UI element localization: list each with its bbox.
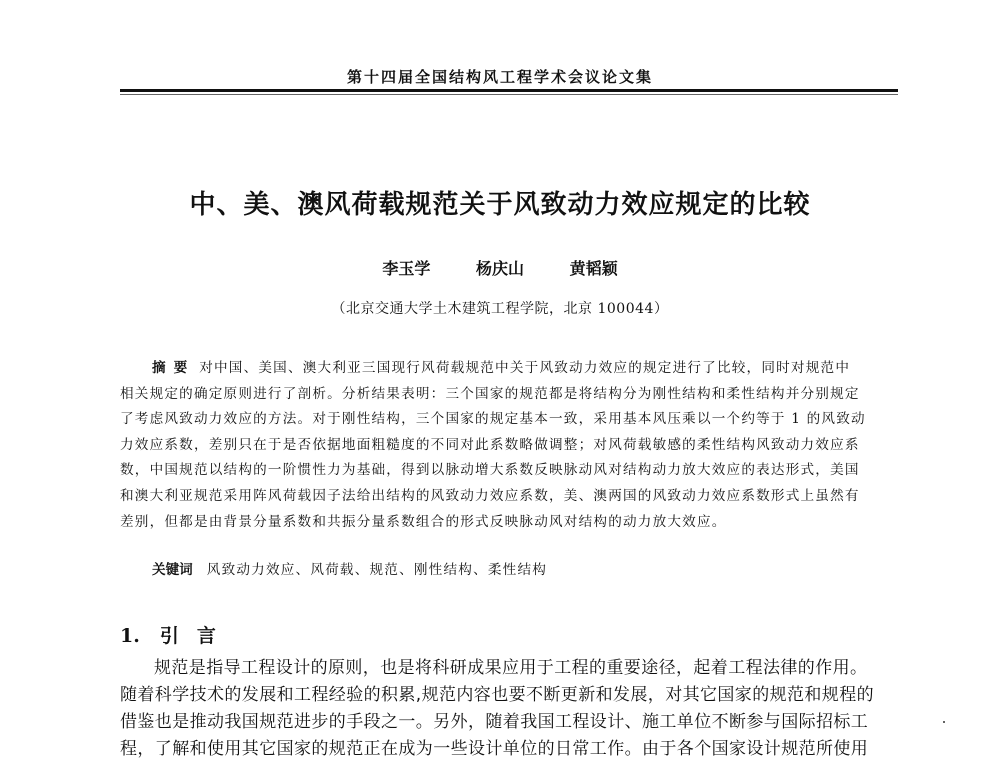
keywords-label: 关键词 — [152, 562, 193, 578]
header-rule — [120, 89, 898, 92]
body-line: 规范是指导工程设计的原则，也是将科研成果应用于工程的重要途径，起着工程法律的作用。 — [154, 658, 868, 678]
section-number: 1. — [120, 625, 140, 647]
abstract-text: 对中国、美国、澳大利亚三国现行风荷载规范中关于风致动力效应的规定进行了比较，同时对规范中 — [199, 360, 851, 376]
author-name: 黄韬颖 — [569, 259, 618, 278]
body-line: 借鉴也是推动我国规范进步的手段之一。另外，随着我国工程设计、施工单位不断参与国际招标工 — [120, 712, 869, 732]
keywords-text: 风致动力效应、风荷载、规范、刚性结构、柔性结构 — [206, 562, 548, 578]
scan-speck — [943, 721, 945, 723]
paper-title: 中、美、澳风荷载规范关于风致动力效应规定的比较 — [189, 190, 811, 220]
abstract-line: 相关规定的确定原则进行了剖析。分析结果表明：三个国家的规范都是将结构分为刚性结构和柔性结构并分别规定 — [120, 385, 860, 402]
author-name: 李玉学 — [382, 259, 431, 278]
abstract-line: 差别，但都是由背景分量系数和共振分量系数组合的形式反映脉动风对结构的动力放大效应。 — [120, 513, 727, 530]
author-list — [0, 259, 1000, 279]
abstract — [120, 356, 896, 535]
body-paragraph — [120, 655, 900, 763]
abstract-line: 数，中国规范以结构的一阶惯性力为基础，得到以脉动增大系数反映脉动风对结构动力放大效应的表达形式，美国 — [120, 462, 860, 479]
body-line: 随着科学技术的发展和工程经验的积累,规范内容也要不断更新和发展，对其它国家的规范和规程的 — [120, 685, 875, 705]
affiliation: （北京交通大学土木建筑工程学院，北京 100044） — [331, 301, 669, 317]
abstract-line: 力效应系数，差别只在于是否依据地面粗糙度的不同对此系数略做调整；对风荷载敏感的柔性结构风致动力效应系 — [120, 436, 860, 453]
keywords — [152, 560, 547, 580]
section-title: 引言 — [159, 625, 234, 647]
author-name: 杨庆山 — [475, 259, 524, 278]
body-line: 程，了解和使用其它国家的规范正在成为一些设计单位的日常工作。由于各个国家设计规范所使用 — [120, 739, 869, 759]
header-rule-thin — [120, 94, 898, 95]
abstract-line — [120, 356, 896, 382]
section-heading — [120, 624, 234, 648]
running-head: 第十四届全国结构风工程学术会议论文集 — [346, 68, 653, 86]
abstract-line: 和澳大利亚规范采用阵风荷载因子法给出结构的风致动力效应系数，美、澳两国的风致动力效应系数形式上虽然有 — [120, 487, 860, 504]
abstract-label: 摘要 — [152, 360, 196, 376]
abstract-line: 了考虑风致动力效应的方法。对于刚性结构，三个国家的规定基本一致，采用基本风压乘以一个约等于 1 的风致动 — [120, 411, 866, 428]
